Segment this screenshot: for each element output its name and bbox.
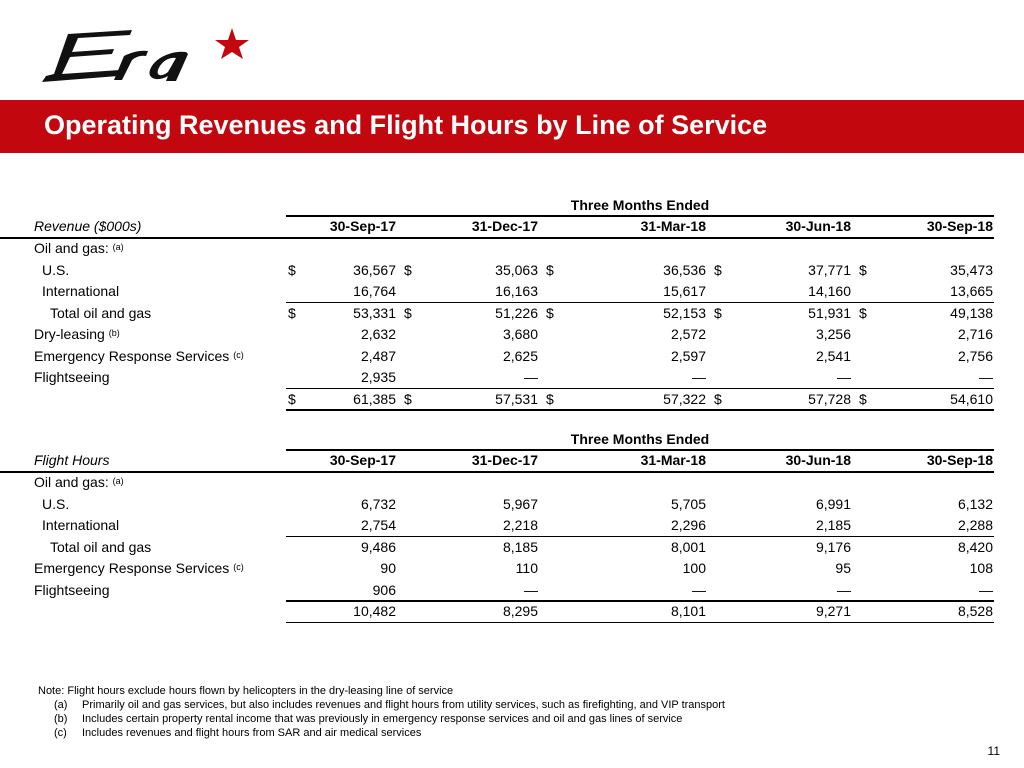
cell-value: 53,331: [353, 304, 396, 321]
table-row: [0, 515, 1024, 537]
cell-value: 52,153: [663, 304, 706, 321]
row-label: [42, 262, 69, 278]
cell-value: 90: [380, 560, 396, 576]
column-header: 30-Sep-17: [329, 218, 396, 234]
cell-value: 2,487: [360, 347, 396, 364]
cell-value: 3,256: [815, 326, 851, 342]
footnote-key: (b): [54, 713, 68, 725]
cell-value: 51,931: [808, 304, 851, 321]
total-rule: [286, 600, 994, 602]
table-row: [0, 346, 1024, 368]
row-label: [34, 348, 244, 364]
currency-symbol: $: [404, 390, 412, 407]
currency-symbol: $: [714, 304, 722, 321]
footnote-text: Includes certain property rental income that was previously in emergency response services and oil and gas lines of service: [82, 713, 683, 725]
row-label: [34, 240, 124, 256]
header-row: [0, 216, 1024, 238]
row-label: [42, 517, 119, 533]
cell-value: 8,101: [670, 603, 706, 619]
cell-value: —: [692, 369, 706, 385]
cell-value: 2,632: [360, 326, 396, 342]
row-label-text: Total oil and gas: [50, 304, 152, 321]
row-label: [34, 369, 110, 385]
footnote-marker: (b): [108, 328, 120, 338]
cell-value: 2,756: [957, 347, 993, 364]
footnote-key: (c): [54, 727, 67, 739]
footnote-a: [38, 698, 725, 712]
page-title: Operating Revenues and Flight Hours by Line of Service: [44, 110, 768, 140]
footnote-text: Includes revenues and flight hours from SAR and air medical services: [82, 727, 422, 739]
currency-symbol: $: [546, 261, 554, 278]
table-row: [0, 537, 1024, 559]
cell-value: 54,610: [950, 390, 993, 407]
cell-value: 100: [682, 560, 706, 576]
row-label-text: Oil and gas:: [34, 474, 109, 490]
table-row: [0, 494, 1024, 516]
currency-symbol: $: [859, 261, 867, 278]
footnote-text: Primarily oil and gas services, but also includes revenues and flight hours from utility services, such as firefighting, and VIP transport: [82, 699, 725, 711]
row-label-text: Oil and gas:: [34, 240, 109, 256]
row-label: [34, 560, 244, 576]
row-header-label: Flight Hours: [34, 452, 110, 468]
era-logo: [36, 26, 266, 88]
currency-symbol: $: [714, 390, 722, 407]
footnote-marker: (a): [112, 242, 124, 252]
cell-value: 57,728: [808, 390, 851, 407]
cell-value: 110: [515, 560, 538, 576]
group-header: Three Months Ended: [570, 197, 710, 213]
column-header: 31-Mar-18: [640, 218, 706, 234]
table-row: [0, 580, 1024, 602]
table-row: [0, 324, 1024, 346]
footnote-marker: (a): [112, 476, 124, 486]
cell-value: 35,473: [950, 261, 993, 278]
column-header: 31-Dec-17: [471, 218, 538, 234]
row-label-text: Flightseeing: [34, 369, 110, 385]
group-header: Three Months Ended: [570, 431, 710, 447]
currency-symbol: $: [404, 261, 412, 278]
header-row: [0, 450, 1024, 472]
currency-symbol: $: [859, 390, 867, 407]
cell-value: 2,218: [502, 517, 538, 533]
cell-value: 906: [372, 581, 396, 598]
row-label-text: Total oil and gas: [50, 538, 152, 555]
total-underline: [286, 622, 994, 624]
cell-value: 2,572: [670, 326, 706, 342]
row-label: [42, 283, 119, 299]
cell-value: 8,295: [502, 603, 538, 619]
table-row: [0, 303, 1024, 325]
currency-symbol: $: [404, 304, 412, 321]
cell-value: 15,617: [663, 283, 706, 299]
cell-value: 9,176: [815, 538, 851, 555]
row-label: [34, 582, 110, 598]
footnote-key: (a): [54, 699, 68, 711]
row-label: [50, 305, 151, 321]
page-number: 11: [987, 744, 1000, 758]
cell-value: 3,680: [502, 326, 538, 342]
cell-value: 16,764: [353, 283, 396, 299]
footnote-marker: (c): [233, 349, 244, 360]
column-header: 31-Dec-17: [471, 452, 538, 468]
cell-value: 2,625: [502, 347, 538, 364]
row-label: [42, 496, 69, 512]
row-label-text: Dry-leasing: [34, 326, 105, 342]
cell-value: 9,271: [815, 603, 851, 619]
row-label: [34, 326, 120, 342]
total-underline: [286, 409, 994, 411]
cell-value: —: [979, 581, 993, 598]
table-row: [0, 558, 1024, 580]
cell-value: 108: [969, 560, 993, 576]
title-banner: [0, 100, 1024, 153]
cell-value: —: [979, 369, 993, 385]
cell-value: 2,716: [957, 326, 993, 342]
cell-value: 2,935: [360, 369, 396, 385]
footnote-b: [38, 712, 725, 726]
total-rule: [286, 388, 994, 390]
row-label-text: Emergency Response Services: [34, 560, 230, 576]
row-label-text: U.S.: [42, 261, 70, 278]
table-row: [0, 281, 1024, 303]
row-label: [50, 539, 151, 555]
cell-value: —: [837, 581, 851, 598]
row-label: [34, 474, 124, 490]
column-header: 30-Jun-18: [785, 452, 851, 468]
cell-value: 8,528: [957, 603, 993, 619]
cell-value: 95: [835, 560, 851, 576]
row-label-text: U.S.: [42, 495, 70, 512]
subtotal-rule: [286, 536, 994, 538]
cell-value: 36,536: [663, 261, 706, 278]
table-row: [0, 238, 1024, 260]
cell-value: 37,771: [808, 261, 851, 278]
column-header: 30-Sep-17: [329, 452, 396, 468]
footnote-marker: (c): [233, 562, 244, 572]
table-row: [0, 389, 1024, 411]
column-header: 30-Sep-18: [926, 452, 993, 468]
row-label-text: International: [42, 283, 120, 299]
currency-symbol: $: [546, 390, 554, 407]
cell-value: 2,754: [360, 517, 396, 533]
cell-value: 57,531: [495, 390, 538, 407]
cell-value: —: [692, 581, 706, 598]
row-label-text: Flightseeing: [34, 581, 110, 598]
cell-value: 2,597: [670, 347, 706, 364]
cell-value: 57,322: [663, 390, 706, 407]
cell-value: 2,541: [815, 347, 851, 364]
currency-symbol: $: [288, 390, 296, 407]
column-header: 31-Mar-18: [640, 452, 706, 468]
cell-value: 51,226: [495, 304, 538, 321]
table-row: [0, 260, 1024, 282]
cell-value: 5,705: [670, 495, 706, 512]
cell-value: 14,160: [808, 283, 851, 299]
cell-value: 5,967: [502, 495, 538, 512]
table-row: [0, 472, 1024, 494]
cell-value: 2,185: [815, 517, 851, 533]
row-label-text: Emergency Response Services: [34, 347, 230, 364]
cell-value: 8,420: [957, 538, 993, 555]
table-row: [0, 367, 1024, 389]
cell-value: 35,063: [495, 261, 538, 278]
column-header: 30-Sep-18: [926, 218, 993, 234]
cell-value: 6,132: [957, 495, 993, 512]
cell-value: 2,288: [957, 517, 993, 533]
row-label-text: International: [42, 517, 120, 533]
cell-value: 61,385: [353, 390, 396, 407]
cell-value: 16,163: [495, 283, 538, 299]
currency-symbol: $: [288, 304, 296, 321]
row-header-label: Revenue ($000s): [34, 218, 142, 234]
era-wordmark-icon: [36, 26, 266, 88]
red-star-icon: [215, 28, 249, 59]
cell-value: 6,991: [815, 495, 851, 512]
cell-value: 2,296: [670, 517, 706, 533]
currency-symbol: $: [714, 261, 722, 278]
cell-value: 6,732: [360, 495, 396, 512]
cell-value: —: [524, 581, 538, 598]
subtotal-rule: [286, 302, 994, 304]
cell-value: 49,138: [950, 304, 993, 321]
note-flight-hours: Note: Flight hours exclude hours flown by helicopters in the dry-leasing line of service: [38, 685, 454, 697]
cell-value: 8,185: [502, 538, 538, 555]
footnote-c: [38, 726, 725, 740]
table-row: [0, 601, 1024, 623]
cell-value: 10,482: [353, 603, 396, 619]
currency-symbol: $: [546, 304, 554, 321]
column-header: 30-Jun-18: [785, 218, 851, 234]
cell-value: —: [524, 369, 538, 385]
cell-value: 8,001: [670, 538, 706, 555]
cell-value: 36,567: [353, 261, 396, 278]
cell-value: 13,665: [950, 283, 993, 299]
cell-value: 9,486: [360, 538, 396, 555]
cell-value: —: [837, 369, 851, 385]
currency-symbol: $: [859, 304, 867, 321]
currency-symbol: $: [288, 261, 296, 278]
footnotes: [38, 684, 725, 740]
